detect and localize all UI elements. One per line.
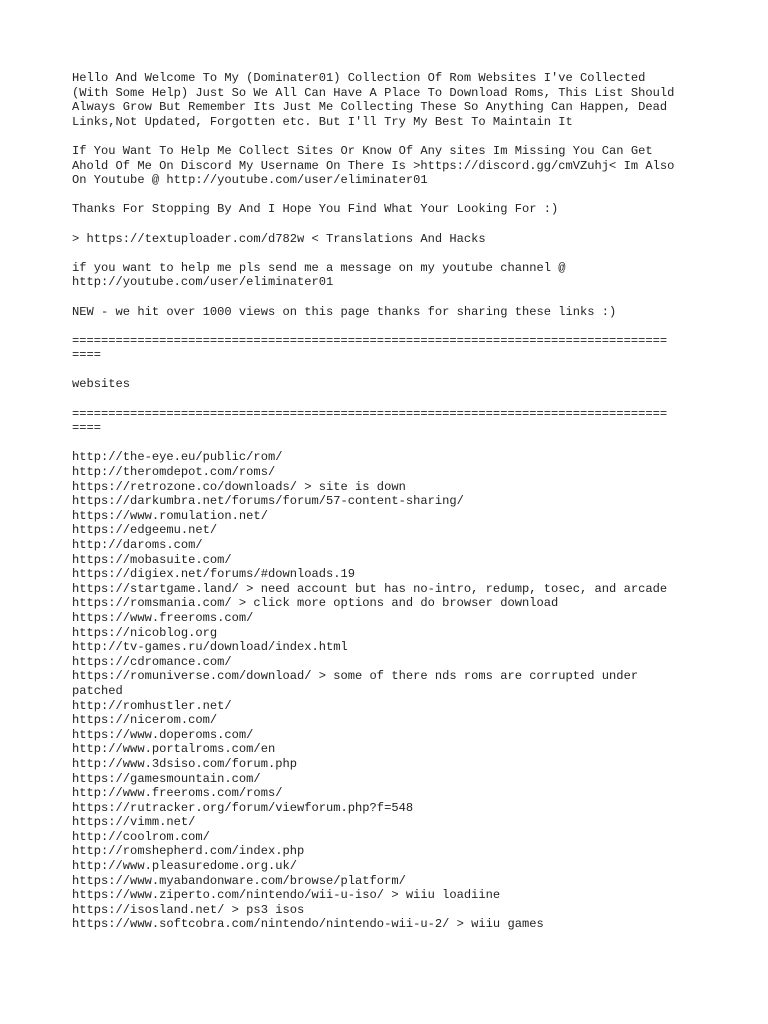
separator-line: ================================================================================== xyxy=(72,406,668,421)
blank-line xyxy=(72,436,712,451)
site-list-item: http://daroms.com/ xyxy=(72,538,203,552)
blank-line xyxy=(72,319,712,334)
intro-line: Always Grow But Remember Its Just Me Collecting These So Anything Can Happen, Dead xyxy=(72,100,668,115)
blank-line xyxy=(72,290,712,305)
separator-line: ================================================================================== xyxy=(72,333,668,348)
site-list-item: https://www.ziperto.com/nintendo/wii-u-iso/ > wiiu loadiine xyxy=(72,888,501,903)
site-list-item: https://cdromance.com/ xyxy=(72,654,232,669)
message-line: if you want to help me pls send me a message on my youtube channel @ xyxy=(72,260,566,275)
site-list-item: http://www.3dsiso.com/forum.php xyxy=(72,756,297,771)
site-list-item: https://mobasuite.com/ xyxy=(72,552,232,567)
site-list-item: https://www.doperoms.com/ xyxy=(72,727,254,742)
blank-line xyxy=(72,363,712,378)
site-list-item: http://coolrom.com/ xyxy=(72,829,210,844)
blank-line xyxy=(72,217,712,232)
site-list-item: http://theromdepot.com/roms/ xyxy=(72,465,276,480)
site-list-item: https://gamesmountain.com/ xyxy=(72,771,261,786)
intro-paragraph xyxy=(72,71,712,129)
site-list-item: http://tv-games.ru/download/index.html xyxy=(72,640,348,655)
site-list-item: https://www.freeroms.com/ xyxy=(72,610,254,625)
blank-line xyxy=(72,392,712,407)
blank-line xyxy=(72,129,712,144)
separator-line: ==== xyxy=(72,348,102,363)
news-line: NEW - we hit over 1000 views on this page thanks for sharing these links :) xyxy=(72,304,617,319)
site-list-item: http://www.pleasuredome.org.uk/ xyxy=(72,859,297,874)
intro-line: Hello And Welcome To My (Dominater01) Collection Of Rom Websites I've Collected xyxy=(72,71,646,85)
site-list-item: https://nicoblog.org xyxy=(72,625,218,640)
translations-line: > https://textuploader.com/d782w < Translations And Hacks xyxy=(72,231,486,246)
site-list-item: patched xyxy=(72,683,123,698)
site-list-item: https://romsmania.com/ > click more options and do browser download xyxy=(72,596,559,611)
site-list-item: https://edgeemu.net/ xyxy=(72,523,218,538)
site-list-item: http://www.freeroms.com/roms/ xyxy=(72,786,283,801)
message-paragraph xyxy=(72,261,712,290)
site-list-item: https://romuniverse.com/download/ > some of there nds roms are corrupted under xyxy=(72,669,639,684)
site-list xyxy=(72,450,712,932)
site-list-item: https://nicerom.com/ xyxy=(72,713,218,728)
help-line: On Youtube @ http://youtube.com/user/eliminater01 xyxy=(72,173,428,188)
help-paragraph xyxy=(72,144,712,188)
site-list-item: http://romshepherd.com/index.php xyxy=(72,844,305,859)
site-list-item: https://darkumbra.net/forums/forum/57-content-sharing/ xyxy=(72,494,464,509)
site-list-item: https://digiex.net/forums/#downloads.19 xyxy=(72,567,356,582)
site-list-item: http://the-eye.eu/public/rom/ xyxy=(72,450,283,465)
site-list-item: https://rutracker.org/forum/viewforum.php?f=548 xyxy=(72,800,414,815)
site-list-item: https://www.softcobra.com/nintendo/nintendo-wii-u-2/ > wiiu games xyxy=(72,917,544,932)
site-list-item: https://isosland.net/ > ps3 isos xyxy=(72,902,305,917)
document-page xyxy=(72,71,712,932)
section-title: websites xyxy=(72,377,131,392)
help-line: If You Want To Help Me Collect Sites Or Know Of Any sites Im Missing You Can Get xyxy=(72,143,653,158)
blank-line xyxy=(72,188,712,203)
separator-top xyxy=(72,334,712,363)
blank-line xyxy=(72,246,712,261)
intro-line: (With Some Help) Just So We All Can Have A Place To Download Roms, This List Should xyxy=(72,85,675,100)
intro-line: Links,Not Updated, Forgotten etc. But I'll Try My Best To Maintain It xyxy=(72,114,573,129)
separator-line: ==== xyxy=(72,421,102,436)
site-list-item: http://www.portalroms.com/en xyxy=(72,742,276,757)
site-list-item: https://vimm.net/ xyxy=(72,815,196,830)
help-line: Ahold Of Me On Discord My Username On There Is >https://discord.gg/cmVZuhj< Im Also xyxy=(72,158,675,173)
message-line: http://youtube.com/user/eliminater01 xyxy=(72,275,334,290)
separator-bottom xyxy=(72,407,712,436)
site-list-item: http://romhustler.net/ xyxy=(72,698,232,713)
site-list-item: https://www.romulation.net/ xyxy=(72,508,268,523)
site-list-item: https://www.myabandonware.com/browse/platform/ xyxy=(72,873,406,888)
site-list-item: https://startgame.land/ > need account but has no-intro, redump, tosec, and arcade xyxy=(72,581,668,596)
thanks-line: Thanks For Stopping By And I Hope You Find What Your Looking For :) xyxy=(72,202,559,217)
site-list-item: https://retrozone.co/downloads/ > site is down xyxy=(72,479,406,494)
